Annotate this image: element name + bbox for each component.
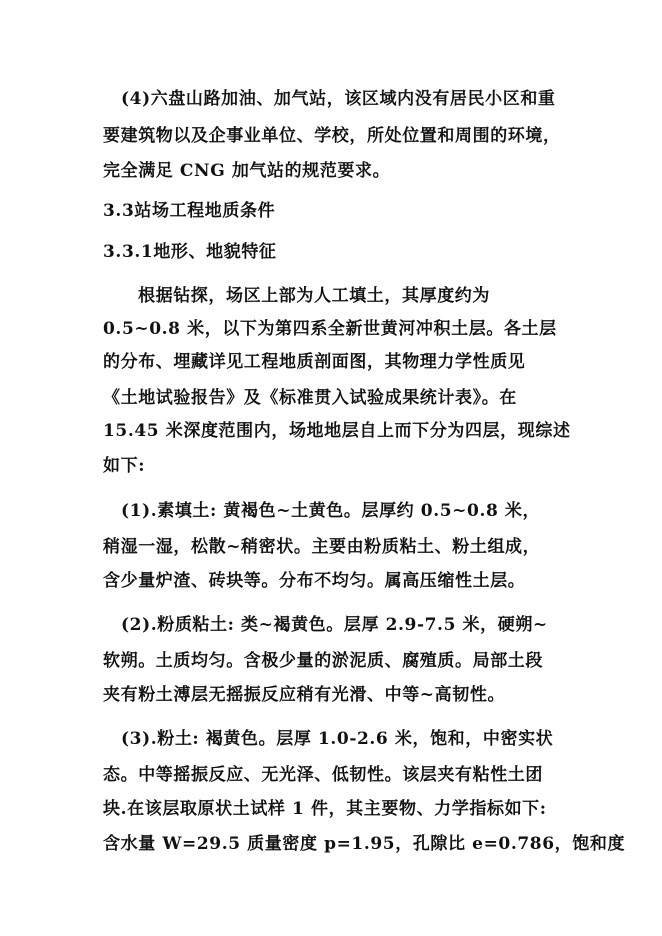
section-heading-3-3-1: 3.3.1地形、地貌特征	[103, 242, 277, 262]
paragraph-3-line-1: (1).素填土: 黄褐色~土黄色。层厚约 0.5~0.8 米，	[121, 501, 541, 521]
paragraph-2-line-5: 15.45 米深度范围内，场地地层自上而下分为四层，现综述	[103, 421, 571, 441]
paragraph-4-line-3: 夹有粉土溥层无摇振反应稍有光滑、中等~高韧性。	[103, 685, 506, 705]
paragraph-4-line-2: 软朔。土质均匀。含极少量的淤泥质、腐殖质。局部土段	[103, 651, 543, 671]
paragraph-3-line-3: 含少量炉渣、砖块等。分布不均匀。属高压缩性土层。	[103, 571, 526, 591]
paragraph-2-line-2: 0.5~0.8 米，以下为第四系全新世黄河冲积土层。各土层	[103, 319, 557, 339]
paragraph-5-line-1: (3).粉土: 褐黄色。层厚 1.0-2.6 米，饱和，中密实状	[121, 729, 554, 749]
paragraph-2-line-3: 的分布、埋藏详见工程地质剖面图，其物理力学性质见	[103, 352, 526, 372]
paragraph-5-line-2: 态。中等摇振反应、无光泽、低韧性。该层夹有粘性土团	[103, 765, 543, 785]
paragraph-1-line-2: 要建筑物以及企事业单位、学校，所处位置和周围的环境，	[103, 126, 561, 146]
paragraph-1-line-1: (4)六盘山路加油、加气站，该区域内没有居民小区和重	[121, 89, 556, 109]
paragraph-2-line-1: 根据钻探，场区上部为人工填土，其厚度约为	[138, 286, 490, 306]
paragraph-2-line-4: 《土地试验报告》及《标准贯入试验成果统计表》。在	[103, 388, 517, 408]
paragraph-5-line-4: 含水量 W=29.5 质量密度 p=1.95，孔隙比 e=0.786，饱和度	[103, 834, 626, 854]
section-heading-3-3: 3.3站场工程地质条件	[103, 201, 276, 221]
paragraph-5-line-3: 块.在该层取原状土试样 1 件，其主要物、力学指标如下:	[103, 799, 547, 819]
paragraph-4-line-1: (2).粉质粘土: 类~褐黄色。层厚 2.9-7.5 米，硬朔~	[121, 615, 548, 635]
paragraph-1-line-3: 完全满足 CNG 加气站的规范要求。	[103, 161, 391, 181]
paragraph-2-line-6: 如下:	[103, 456, 146, 476]
paragraph-3-line-2: 稍湿一湿，松散~稍密状。主要由粉质粘土、粉土组成，	[103, 537, 541, 557]
